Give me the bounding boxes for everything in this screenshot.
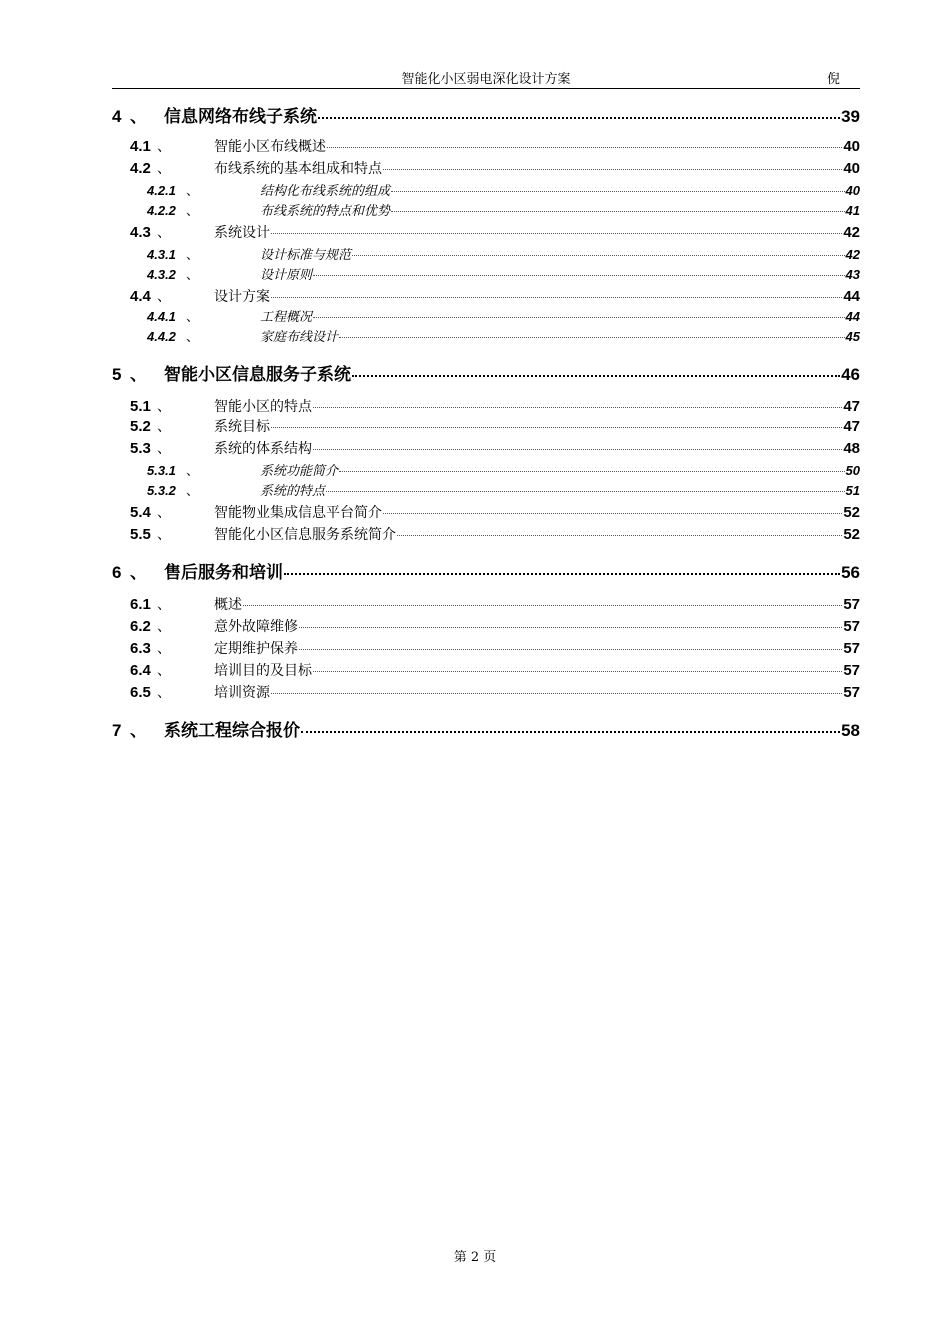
dot-leader [383,513,842,514]
toc-entry-number: 5.5 [130,526,151,543]
toc-entry-page: 40 [845,183,860,198]
toc-entry-number: 4.3.2 [147,267,176,282]
toc-entry-title: 设计方案 [214,289,270,305]
toc-entry-title: 培训目的及目标 [214,663,312,679]
toc-entry-page: 52 [843,526,860,543]
toc-entry-page: 57 [843,640,860,657]
toc-entry-title: 智能物业集成信息平台简介 [214,505,382,521]
toc-entry-separator: 、 [186,330,200,345]
toc-entry-page: 47 [843,398,860,415]
toc-entry-title: 智能小区的特点 [214,399,312,415]
toc-entry-number: 6.5 [130,684,151,701]
toc-entry-6-5[interactable] [112,682,860,702]
toc-entry-title: 布线系统的基本组成和特点 [214,161,382,177]
toc-entry-separator: 、 [157,161,171,177]
toc-entry-title: 系统设计 [214,225,270,241]
toc-entry-title: 意外故障维修 [214,619,298,635]
toc-entry-4-3-1[interactable] [112,244,860,263]
toc-entry-number: 4.3.1 [147,247,176,262]
toc-entry-separator: 、 [130,563,147,583]
toc-entry-title: 系统目标 [214,419,270,435]
dot-leader [352,375,840,377]
toc-entry-separator: 、 [186,268,200,283]
toc-entry-4-3[interactable] [112,222,860,242]
toc-entry-5[interactable] [112,360,860,390]
toc-entry-title: 智能小区信息服务子系统 [164,365,351,385]
dot-leader [326,491,845,492]
toc-entry-separator: 、 [157,225,171,241]
toc-entry-number: 5.3.2 [147,483,176,498]
toc-entry-page: 58 [841,721,860,740]
dot-leader [243,605,842,606]
toc-entry-4-1[interactable] [112,136,860,156]
toc-entry-6-1[interactable] [112,594,860,614]
dot-leader [313,449,842,450]
toc-entry-page: 41 [845,203,860,218]
toc-entry-5-3-2[interactable] [112,480,860,499]
dot-leader [284,573,840,575]
toc-entry-separator: 、 [130,721,147,741]
toc-entry-separator: 、 [157,505,171,521]
toc-entry-number: 4.4.1 [147,309,176,324]
toc-entry-separator: 、 [157,527,171,543]
dot-leader [391,191,845,192]
toc-entry-number: 6.1 [130,596,151,613]
dot-leader [271,693,842,694]
dot-leader [271,427,842,428]
toc-entry-6-3[interactable] [112,638,860,658]
toc-entry-title: 系统工程综合报价 [164,721,300,741]
toc-entry-separator: 、 [157,619,171,635]
toc-entry-title: 家庭布线设计 [260,330,339,345]
author-name: 倪 [826,72,840,87]
toc-entry-number: 7 [112,721,122,740]
toc-entry-number: 4 [112,107,122,126]
toc-entry-4-4[interactable] [112,286,860,306]
toc-entry-title: 布线系统的特点和优势 [260,204,391,219]
toc-entry-page: 43 [845,267,860,282]
toc-entry-separator: 、 [186,248,200,263]
toc-entry-title: 设计原则 [260,268,313,283]
dot-leader [299,627,842,628]
toc-entry-separator: 、 [186,484,200,499]
toc-entry-separator: 、 [157,399,171,415]
toc-entry-separator: 、 [157,641,171,657]
toc-entry-4[interactable] [112,102,860,132]
dot-leader [339,337,845,338]
toc-entry-4-4-2[interactable] [112,326,860,345]
page-footer: 第 2 页 [453,1250,497,1265]
toc-entry-page: 40 [843,160,860,177]
dot-leader [313,671,842,672]
toc-entry-page: 57 [843,662,860,679]
toc-entry-page: 56 [841,563,860,582]
toc-entry-4-4-1[interactable] [112,306,860,325]
toc-entry-title: 售后服务和培训 [164,563,283,583]
dot-leader [313,407,842,408]
dot-leader [383,169,842,170]
toc-entry-separator: 、 [157,441,171,457]
dot-leader [299,649,842,650]
toc-entry-number: 4.4.2 [147,329,176,344]
toc-entry-number: 6.4 [130,662,151,679]
toc-entry-5-4[interactable] [112,502,860,522]
toc-entry-number: 5.4 [130,504,151,521]
toc-entry-6-4[interactable] [112,660,860,680]
dot-leader [313,275,845,276]
toc-entry-number: 4.2.2 [147,203,176,218]
dot-leader [397,535,842,536]
toc-entry-separator: 、 [157,663,171,679]
toc-entry-7[interactable] [112,716,860,746]
toc-entry-separator: 、 [186,310,200,325]
toc-entry-5-1[interactable] [112,396,860,416]
page-header [112,66,860,89]
toc-entry-separator: 、 [157,419,171,435]
toc-entry-title: 系统的特点 [260,484,326,499]
toc-entry-page: 46 [841,365,860,384]
toc-entry-page: 57 [843,618,860,635]
toc-entry-separator: 、 [186,204,200,219]
toc-entry-separator: 、 [186,464,200,479]
toc-entry-number: 6.3 [130,640,151,657]
toc-entry-separator: 、 [186,184,200,199]
toc-entry-4-2-1[interactable] [112,180,860,199]
toc-entry-number: 5.1 [130,398,151,415]
toc-entry-separator: 、 [157,139,171,155]
toc-entry-number: 5.2 [130,418,151,435]
toc-entry-4-2[interactable] [112,158,860,178]
toc-entry-page: 52 [843,504,860,521]
toc-entry-page: 39 [841,107,860,126]
toc-entry-page: 40 [843,138,860,155]
dot-leader [339,471,845,472]
dot-leader [327,147,842,148]
toc-entry-title: 智能化小区信息服务系统简介 [214,527,396,543]
toc-entry-page: 57 [843,596,860,613]
toc-entry-page: 42 [843,224,860,241]
dot-leader [313,317,845,318]
toc-entry-number: 5.3 [130,440,151,457]
toc-entry-number: 5 [112,365,122,384]
toc-entry-6-2[interactable] [112,616,860,636]
toc-entry-5-2[interactable] [112,416,860,436]
toc-entry-page: 42 [845,247,860,262]
dot-leader [271,297,842,298]
toc-entry-title: 系统的体系结构 [214,441,312,457]
toc-entry-number: 4.1 [130,138,151,155]
toc-entry-separator: 、 [157,685,171,701]
toc-entry-title: 工程概况 [260,310,313,325]
toc-entry-number: 4.2 [130,160,151,177]
toc-entry-separator: 、 [130,107,147,127]
toc-entry-number: 4.4 [130,288,151,305]
dot-leader [391,211,845,212]
dot-leader [271,233,842,234]
toc-entry-number: 6.2 [130,618,151,635]
toc-entry-4-2-2[interactable] [112,200,860,219]
toc-entry-separator: 、 [130,365,147,385]
toc-entry-4-3-2[interactable] [112,264,860,283]
dot-leader [352,255,845,256]
toc-entry-6[interactable] [112,558,860,588]
toc-entry-page: 50 [845,463,860,478]
toc-entry-separator: 、 [157,597,171,613]
toc-entry-page: 45 [845,329,860,344]
toc-entry-title: 概述 [214,597,242,613]
toc-entry-5-3-1[interactable] [112,460,860,479]
toc-entry-number: 4.2.1 [147,183,176,198]
toc-entry-page: 57 [843,684,860,701]
toc-entry-page: 48 [843,440,860,457]
dot-leader [301,731,840,733]
toc-entry-title: 信息网络布线子系统 [164,107,317,127]
toc-entry-title: 系统功能简介 [260,464,339,479]
toc-entry-number: 6 [112,563,122,582]
toc-entry-separator: 、 [157,289,171,305]
toc-entry-title: 设计标准与规范 [260,248,352,263]
toc-entry-title: 定期维护保养 [214,641,298,657]
toc-entry-page: 44 [843,288,860,305]
toc-entry-title: 培训资源 [214,685,270,701]
dot-leader [318,117,840,119]
toc-entry-page: 47 [843,418,860,435]
toc-entry-number: 4.3 [130,224,151,241]
toc-entry-5-3[interactable] [112,438,860,458]
toc-entry-5-5[interactable] [112,524,860,544]
toc-entry-title: 智能小区布线概述 [214,139,326,155]
toc-entry-title: 结构化布线系统的组成 [260,184,391,199]
toc-entry-page: 44 [845,309,860,324]
toc-entry-number: 5.3.1 [147,463,176,478]
document-title: 智能化小区弱电深化设计方案 [401,72,571,87]
toc-entry-page: 51 [845,483,860,498]
